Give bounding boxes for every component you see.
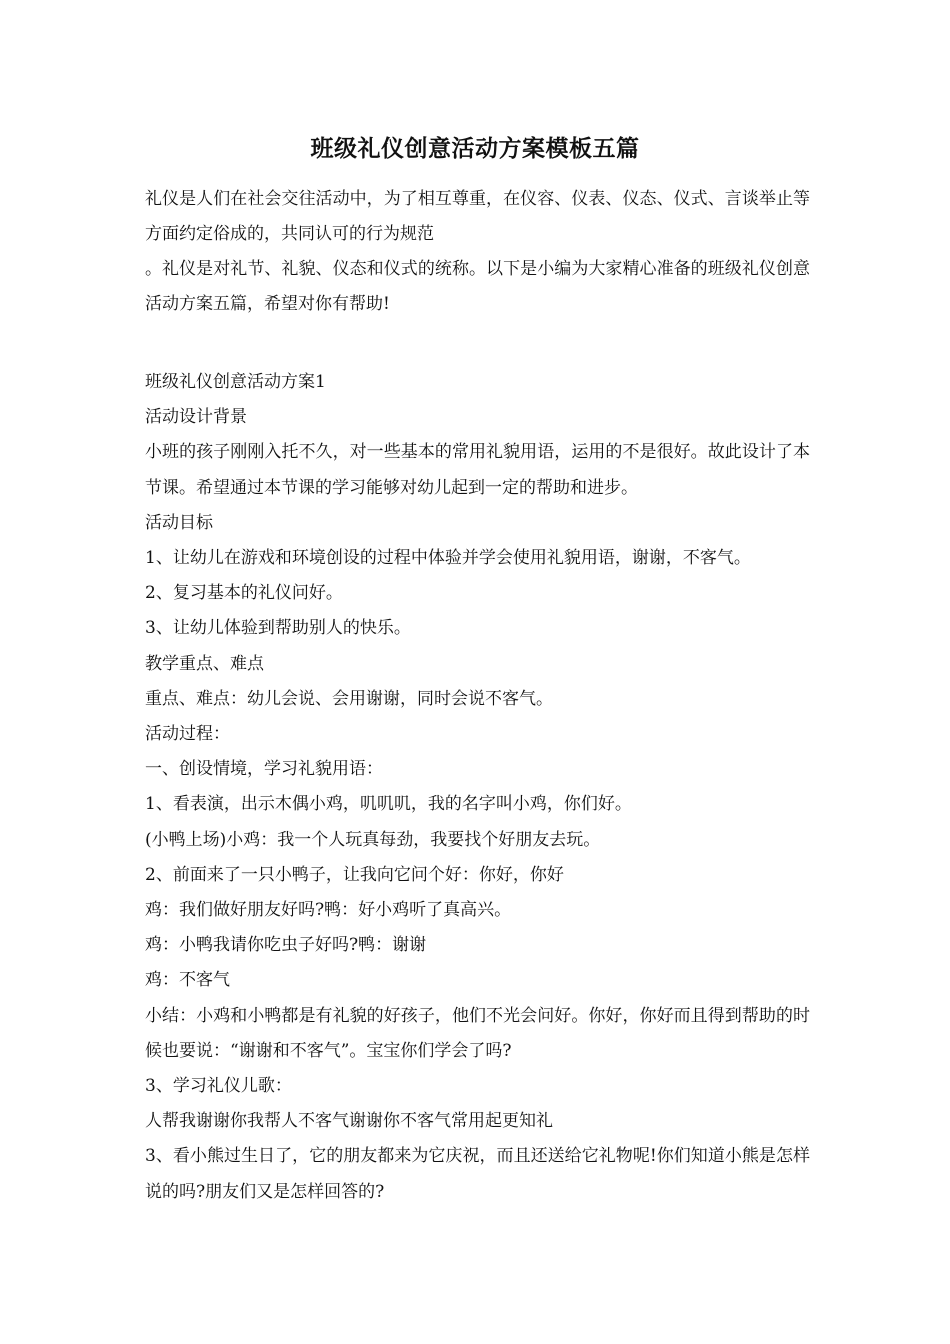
document-title: 班级礼仪创意活动方案模板五篇	[310, 135, 640, 162]
goal-item-1: 1、让幼儿在游戏和环境创设的过程中体验并学会使用礼貌用语，谢谢，不客气。	[145, 548, 751, 569]
process-line-8: 人帮我谢谢你我帮人不客气谢谢你不客气常用起更知礼	[145, 1111, 553, 1132]
process-heading: 活动过程：	[145, 724, 230, 745]
section-1	[145, 365, 810, 1210]
goal-item-3: 3、让幼儿体验到帮助别人的快乐。	[145, 618, 411, 639]
process-line-3: 2、前面来了一只小鸭子，让我向它问个好：你好，你好	[145, 864, 564, 885]
key-points-heading: 教学重点、难点	[145, 653, 264, 674]
process-line-9: 3、看小熊过生日了，它的朋友都来为它庆祝，而且还送给它礼物呢!你们知道小熊是怎样说的吗?朋友们又是怎样回答的?	[145, 1146, 810, 1202]
goals-heading: 活动目标	[145, 512, 213, 533]
background-text: 小班的孩子刚刚入托不久，对一些基本的常用礼貌用语，运用的不是很好。故此设计了本节课。希望通过本节课的学习能够对幼儿起到一定的帮助和进步。	[145, 442, 810, 498]
process-line-7: 3、学习礼仪儿歌：	[145, 1076, 292, 1097]
key-points-text: 重点、难点：幼儿会说、会用谢谢，同时会说不客气。	[145, 688, 553, 709]
section-heading: 班级礼仪创意活动方案1	[145, 372, 326, 392]
process-line-1: 1、看表演，出示木偶小鸡，叽叽叽，我的名字叫小鸡，你们好。	[145, 794, 632, 815]
background-heading: 活动设计背景	[145, 407, 247, 428]
process-line-5: 鸡：小鸭我请你吃虫子好吗?鸭：谢谢	[145, 935, 427, 956]
intro-paragraph	[145, 182, 810, 322]
intro-line-1: 礼仪是人们在社会交往活动中，为了相互尊重，在仪容、仪表、仪态、仪式、言谈举止等方面约定俗成的，共同认可的行为规范	[145, 189, 810, 244]
process-line-4: 鸡：我们做好朋友好吗?鸭：好小鸡听了真高兴。	[145, 900, 512, 921]
intro-line-2: 。礼仪是对礼节、礼貌、仪态和仪式的统称。以下是小编为大家精心准备的班级礼仪创意活动方案五篇，希望对你有帮助!	[145, 259, 810, 314]
process-line-6: 鸡：不客气	[145, 970, 230, 991]
goal-item-2: 2、复习基本的礼仪问好。	[145, 583, 343, 604]
process-line-2: (小鸭上场)小鸡：我一个人玩真每劲，我要找个好朋友去玩。	[145, 829, 601, 850]
summary-text: 小结：小鸡和小鸭都是有礼貌的好孩子，他们不光会问好。你好，你好而且得到帮助的时候也要说：“谢谢和不客气”。宝宝你们学会了吗?	[145, 1005, 810, 1061]
process-step-one: 一、创设情境，学习礼貌用语：	[145, 759, 383, 780]
